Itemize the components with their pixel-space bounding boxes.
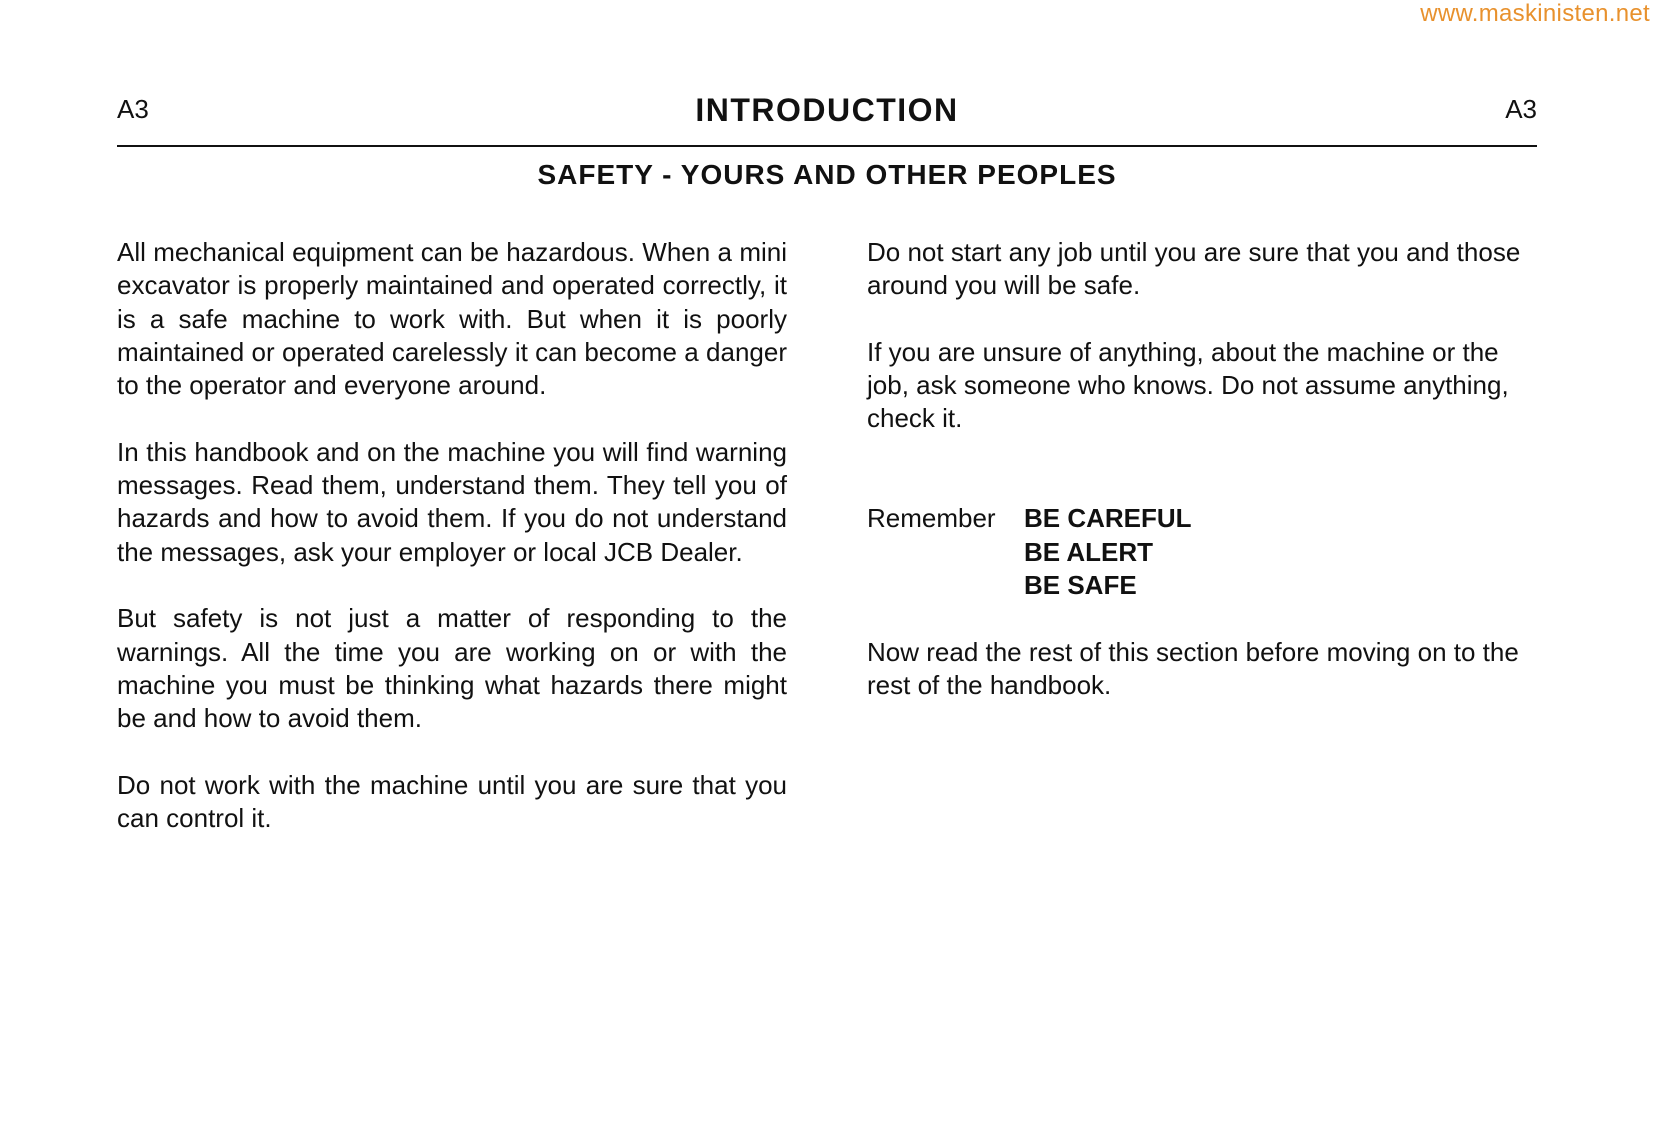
- closing-paragraph: Now read the rest of this section before moving on to the rest of the handbook.: [867, 636, 1519, 700]
- section-subtitle: SAFETY - YOURS AND OTHER PEOPLES: [537, 159, 1117, 190]
- spacer: [867, 469, 1537, 502]
- right-column: [867, 236, 1537, 735]
- paragraph: In this handbook and on the machine you will find warning messages. Read them, understand them. They tell you of hazards and how to avoid them. If you do not understand the messages, ask your employer or local JCB Dealer.: [117, 436, 787, 567]
- paragraph: Do not start any job until you are sure that you and those around you will be safe.: [867, 237, 1521, 301]
- header-divider: [117, 145, 1537, 147]
- remember-block: [867, 502, 1537, 602]
- left-column: [117, 236, 787, 869]
- page-number-right: A3: [1505, 94, 1537, 124]
- page-title: INTRODUCTION: [695, 92, 959, 128]
- paragraph: If you are unsure of anything, about the machine or the job, ask someone who knows. Do not assume anything, check it.: [867, 336, 1509, 434]
- watermark-url: www.maskinisten.net: [1420, 0, 1650, 27]
- remember-item: BE SAFE: [1024, 569, 1137, 600]
- remember-list: [1024, 502, 1192, 602]
- remember-label: Remember: [867, 503, 996, 534]
- paragraph: Do not work with the machine until you are sure that you can control it.: [117, 769, 787, 834]
- paragraph: All mechanical equipment can be hazardous. When a mini excavator is properly maintained and operated correctly, it is a safe machine to work with. But when it is poorly maintained or operated carelessly it can become a danger to the operator and everyone around.: [117, 237, 787, 401]
- remember-item: BE CAREFUL: [1024, 503, 1192, 534]
- page-number-left: A3: [117, 94, 149, 124]
- remember-item: BE ALERT: [1024, 536, 1154, 567]
- paragraph: But safety is not just a matter of responding to the warnings. All the time you are working on or with the machine you must be thinking what hazards there might be and how to avoid them.: [117, 603, 787, 734]
